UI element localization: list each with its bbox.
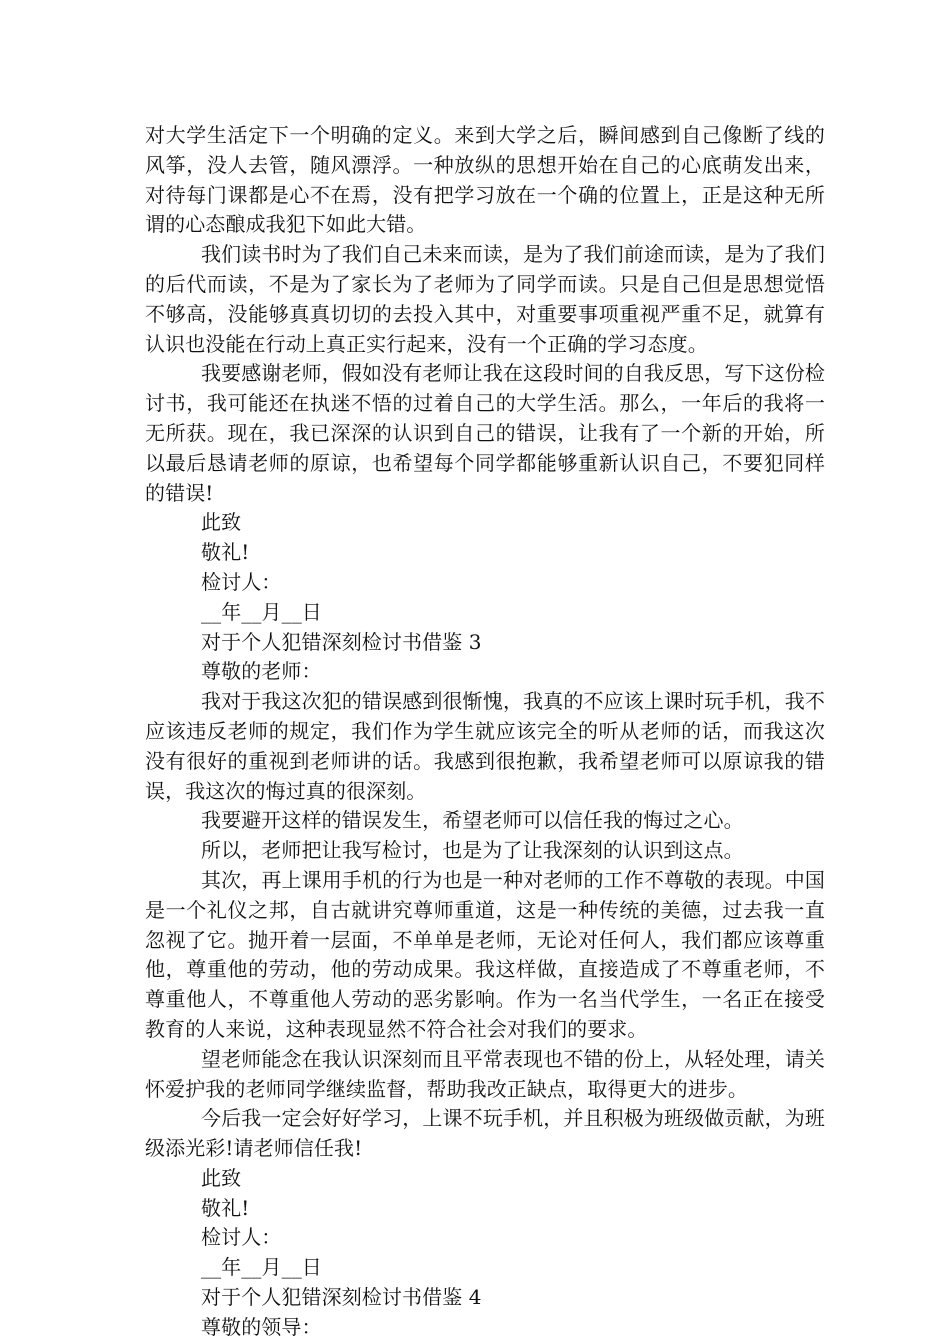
greeting: 尊敬的领导： bbox=[201, 1314, 322, 1339]
signature-label: 检讨人： bbox=[201, 1225, 282, 1250]
date-line: __年__月__日 bbox=[201, 1255, 322, 1280]
date-line: __年__月__日 bbox=[201, 599, 322, 624]
section-title: 对于个人犯错深刻检讨书借鉴 3 bbox=[201, 629, 482, 654]
signature-label: 检讨人： bbox=[201, 569, 282, 594]
paragraph: 我们读书时为了我们自己未来而读，是为了我们前途而读，是为了我们的后代而读，不是为了家长为了老师为了同学而读。只是自己但是思想觉悟不够高，没能够真真切切的去投入其中，对重要事项重视严重不足，就算有认识也没能在行动上真正实行起来，没有一个正确的学习态度。 bbox=[145, 242, 825, 356]
closing-salutation: 此致 bbox=[201, 510, 242, 535]
paragraph: 对大学生活定下一个明确的定义。来到大学之后，瞬间感到自己像断了线的风筝，没人去管，随风漂浮。一种放纵的思想开始在自己的心底萌发出来，对待每门课都是心不在焉，没有把学习放在一个确的位置上，正是这种无所谓的心态酿成我犯下如此大错。 bbox=[145, 123, 825, 237]
paragraph: 我要避开这样的错误发生，希望老师可以信任我的悔过之心。 bbox=[201, 808, 744, 833]
closing-respect: 敬礼! bbox=[201, 1195, 250, 1220]
paragraph: 我对于我这次犯的错误感到很惭愧，我真的不应该上课时玩手机，我不应该违反老师的规定，我们作为学生就应该完全的听从老师的话，而我这次没有很好的重视到老师讲的话。我感到很抱歉，我希望老师可以原谅我的错误，我这次的悔过真的很深刻。 bbox=[145, 689, 825, 803]
paragraph: 所以，老师把让我写检讨，也是为了让我深刻的认识到这点。 bbox=[201, 838, 744, 863]
closing-respect: 敬礼! bbox=[201, 540, 250, 565]
paragraph: 其次，再上课用手机的行为也是一种对老师的工作不尊敬的表现。中国是一个礼仪之邦，自古就讲究尊师重道，这是一种传统的美德，过去我一直忽视了它。抛开着一层面，不单单是老师，无论对任何人，我们都应该尊重他，尊重他的劳动，他的劳动成果。我这样做，直接造成了不尊重老师，不尊重他人，不尊重他人劳动的恶劣影响。作为一名当代学生，一名正在接受教育的人来说，这种表现显然不符合社会对我们的要求。 bbox=[145, 867, 825, 1041]
section-title: 对于个人犯错深刻检讨书借鉴 4 bbox=[201, 1285, 482, 1310]
paragraph: 今后我一定会好好学习，上课不玩手机，并且积极为班级做贡献，为班级添光彩!请老师信任我! bbox=[145, 1106, 825, 1161]
paragraph: 我要感谢老师，假如没有老师让我在这段时间的自我反思，写下这份检讨书，我可能还在执迷不悟的过着自己的大学生活。那么，一年后的我将一无所获。现在，我已深深的认识到自己的错误，让我有了一个新的开始，所以最后恳请老师的原谅，也希望每个同学都能够重新认识自己，不要犯同样的错误! bbox=[145, 361, 825, 505]
closing-salutation: 此致 bbox=[201, 1165, 242, 1190]
document-body bbox=[145, 121, 825, 1343]
greeting: 尊敬的老师： bbox=[201, 659, 322, 684]
paragraph: 望老师能念在我认识深刻而且平常表现也不错的份上，从轻处理，请关怀爱护我的老师同学继续监督，帮助我改正缺点，取得更大的进步。 bbox=[145, 1046, 825, 1101]
